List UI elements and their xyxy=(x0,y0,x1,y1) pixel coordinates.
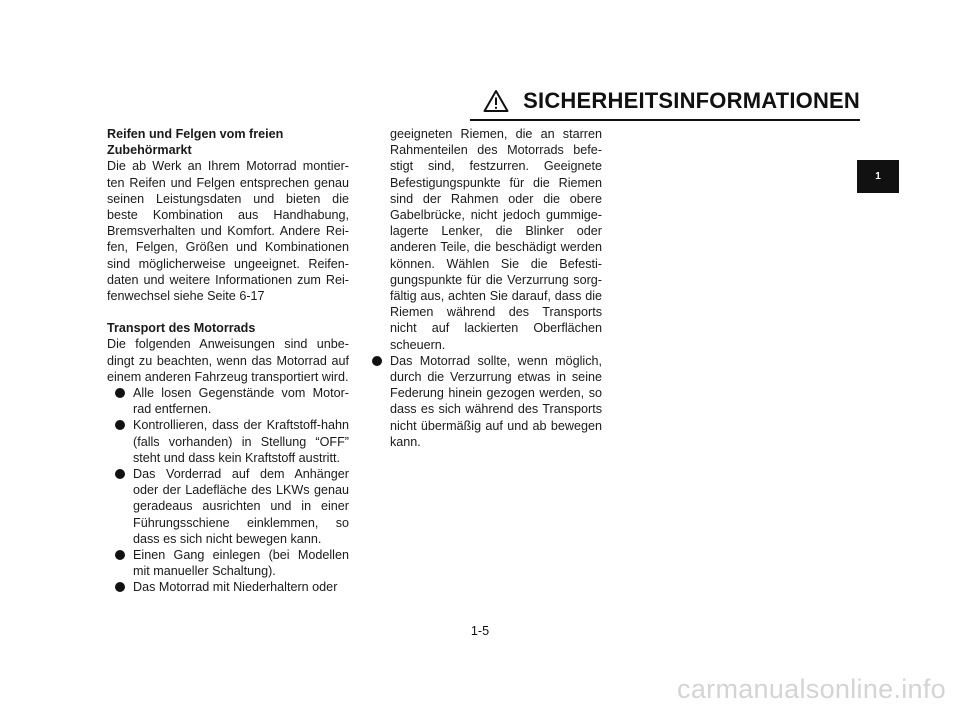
section-intro-transport: Die folgenden Anweisungen sind unbe-dingt zu beachten, wenn das Motorrad auf einem anderen Fahrzeug transportiert wird. xyxy=(107,337,349,384)
warning-triangle-icon xyxy=(483,89,509,113)
bullet-continuation: geeigneten Riemen, die an starren Rahmenteilen des Motorrads befe-stigt sind, festzurren. Geeignete Befestigungspunkte für die Riemen sind der Rahmen oder die obere Gabelbrücke, nicht jedoch gummige-lagerte Lenker, die Blinker oder anderen Teile, die beschädigt werden können. Wählen Sie die Befesti-gungspunkte für die Verzurrung sorg-fältig aus, achten Sie darauf, dass die Riemen während des Transports nicht auf lackierten Oberflächen scheuern. xyxy=(390,127,602,352)
list-item-text: Das Motorrad mit Niederhaltern oder xyxy=(133,580,338,595)
right-column xyxy=(372,126,602,450)
list-item-text: Alle losen Gegenstände vom Motor-rad entfernen. xyxy=(133,386,349,417)
left-column xyxy=(107,126,349,596)
list-item-text: Einen Gang einlegen (bei Modellen mit manueller Schaltung). xyxy=(133,548,349,579)
list-item xyxy=(372,353,602,450)
list-item-text: Das Motorrad sollte, wenn möglich, durch die Verzurrung etwas in seine Federung hinein gezogen werden, so dass es sich während des Transports nicht übermäßig auf und ab bewegen kann. xyxy=(390,353,602,449)
header-rule xyxy=(470,119,860,121)
list-item-text: Kontrollieren, dass der Kraftstoff-hahn (falls vorhanden) in Stellung “OFF” steht und dass kein Kraftstoff austritt. xyxy=(133,418,349,465)
list-item xyxy=(107,547,349,579)
bullet-dot-icon xyxy=(115,469,125,479)
section-heading-transport: Transport des Motorrads xyxy=(107,321,256,336)
page-number: 1-5 xyxy=(470,624,490,638)
watermark: carmanualsonline.info xyxy=(677,674,946,704)
header-title: SICHERHEITSINFORMATIONEN xyxy=(523,88,860,113)
section-heading-tyres xyxy=(107,126,349,158)
list-item xyxy=(107,385,349,417)
bullet-dot-icon xyxy=(115,550,125,560)
bullet-dot-icon xyxy=(372,356,382,366)
transport-bullet-list-continued xyxy=(372,353,602,450)
chapter-tab-label: 1 xyxy=(875,171,881,182)
bullet-dot-icon xyxy=(115,420,125,430)
list-item xyxy=(107,579,349,595)
list-item xyxy=(107,417,349,466)
list-item-text: Das Vorderrad auf dem Anhänger oder der Ladefläche des LKWs genau geradeaus ausrichten und in einer Führungsschiene einklemmen, so dass es sich nicht bewegen kann. xyxy=(133,467,349,546)
section-body-tyres: Die ab Werk an Ihrem Motorrad montier-ten Reifen und Felgen entsprechen genau seinen Leistungsdaten und bieten die beste Kombination aus Handhabung, Bremsverhalten und Komfort. Andere Rei-fen, Felgen, Größen und Kombinationen sind möglicherweise ungeeignet. Reifen-daten und weitere Informationen zum Rei-fenwechsel siehe Seite 6-17 xyxy=(107,159,349,304)
section-heading-tyres-line2: Zubehörmarkt xyxy=(107,143,192,158)
chapter-tab xyxy=(857,160,899,193)
bullet-dot-icon xyxy=(115,388,125,398)
transport-bullet-list xyxy=(107,385,349,596)
spacer xyxy=(107,304,349,320)
page-header xyxy=(470,84,860,118)
list-item xyxy=(107,466,349,547)
section-heading-tyres-line1: Reifen und Felgen vom freien xyxy=(107,127,284,141)
bullet-dot-icon xyxy=(115,582,125,592)
